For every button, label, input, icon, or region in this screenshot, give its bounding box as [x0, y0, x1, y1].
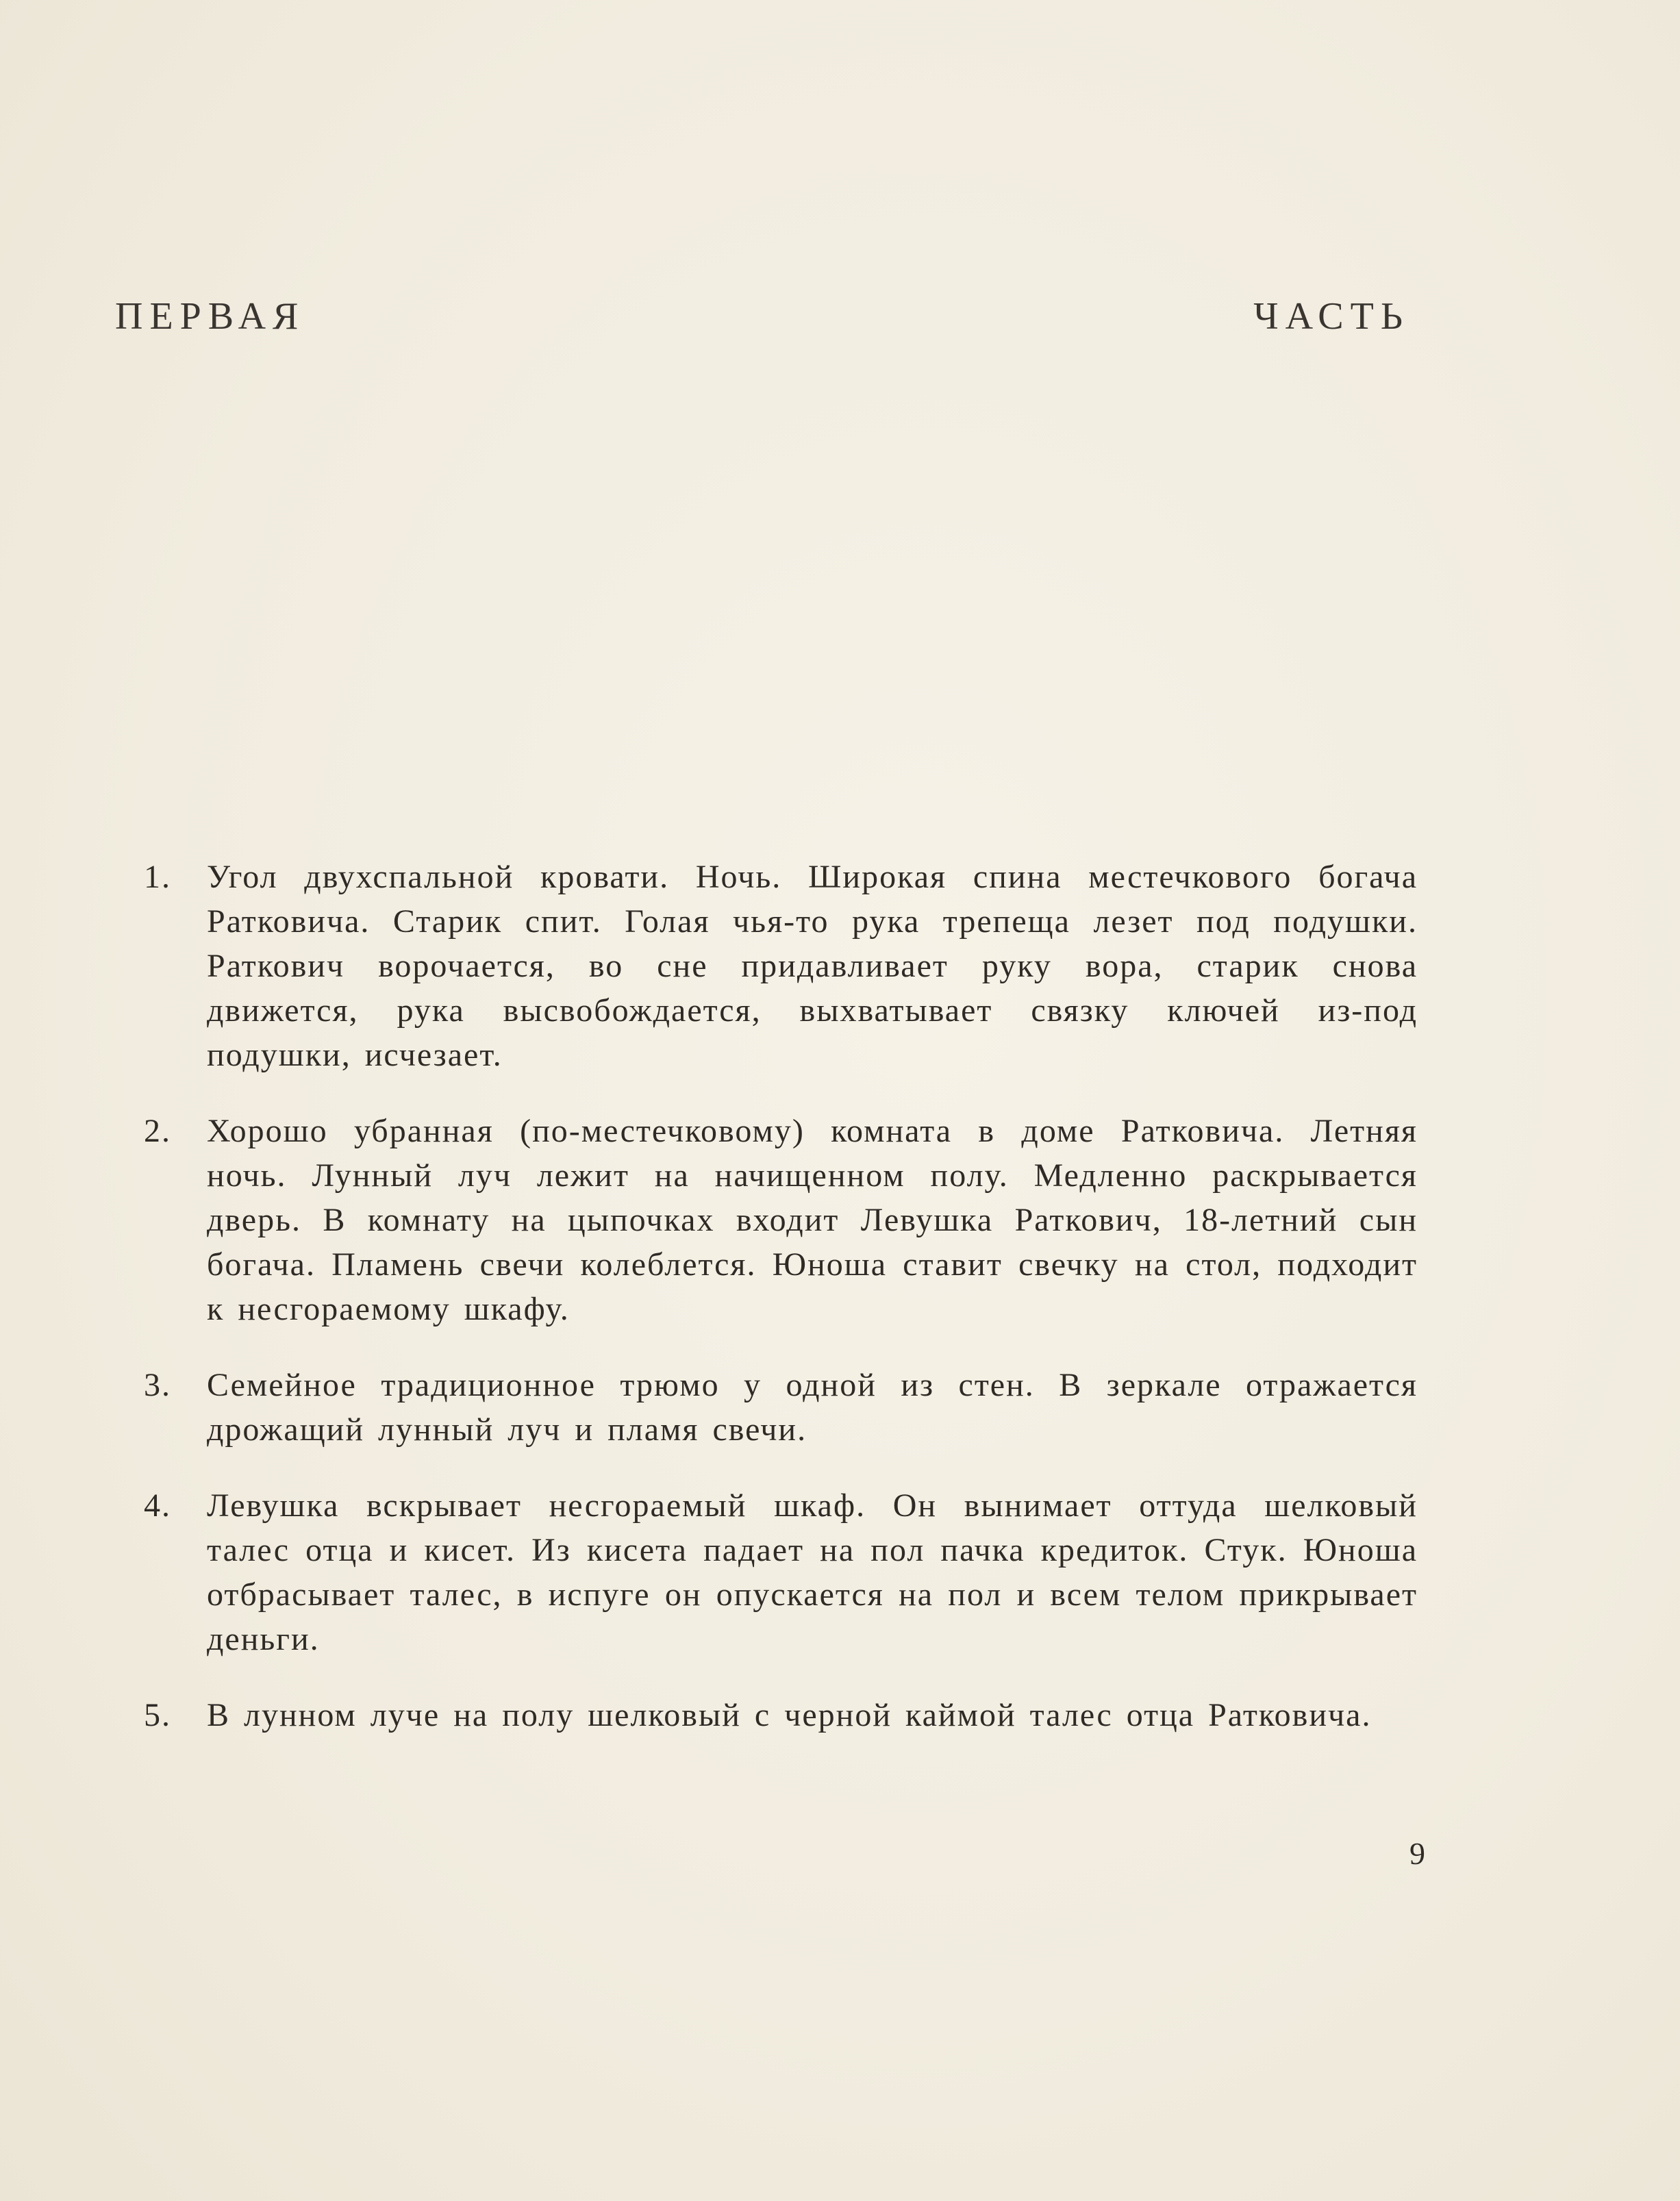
scene-number: 3.	[144, 1367, 171, 1403]
scene-item	[144, 1363, 1418, 1452]
scene-item	[144, 1693, 1418, 1737]
scene-item	[144, 855, 1418, 1077]
scene-number: 5.	[144, 1697, 171, 1733]
scene-text: Левушка вскрывает несгораемый шкаф. Он вынимает оттуда шелковый талес отца и кисет. Из кисета падает на пол пачка кредиток. Стук. Юноша отбрасывает талес, в испуге он опускается на пол и всем телом прикрывает деньги.	[207, 1487, 1418, 1657]
scene-number: 1.	[144, 859, 171, 895]
scene-list	[144, 855, 1418, 1769]
scene-number: 4.	[144, 1487, 171, 1524]
scene-number: 2.	[144, 1113, 171, 1149]
heading-word-first: ПЕРВАЯ	[115, 295, 305, 338]
scene-item	[144, 1109, 1418, 1331]
scene-text: Угол двухспальной кровати. Ночь. Широкая спина местечкового богача Ратковича. Старик спит. Голая чья-то рука трепеща лезет под подушки. Раткович ворочается, во сне придавливает руку вора, старик снова движется, рука высвобождается, выхватывает связку ключей из-под подушки, исчезает.	[207, 859, 1418, 1073]
part-heading	[115, 294, 1409, 349]
page-number: 9	[1409, 1836, 1425, 1871]
scene-item	[144, 1483, 1418, 1661]
scene-text: Хорошо убранная (по-местечковому) комната в доме Ратковича. Летняя ночь. Лунный луч лежит на начищенном полу. Медленно раскрывается дверь. В комнату на цыпочках входит Левушка Раткович, 18-летний сын богача. Пламень свечи колеблется. Юноша ставит свечку на стол, подходит к несгораемому шкафу.	[207, 1113, 1418, 1327]
scene-text: В лунном луче на полу шелковый с черной каймой талес отца Ратковича.	[207, 1697, 1372, 1733]
heading-word-part: ЧАСТЬ	[1253, 295, 1409, 338]
scene-text: Семейное традиционное трюмо у одной из стен. В зеркале отражается дрожащий лунный луч и пламя свечи.	[207, 1367, 1418, 1448]
